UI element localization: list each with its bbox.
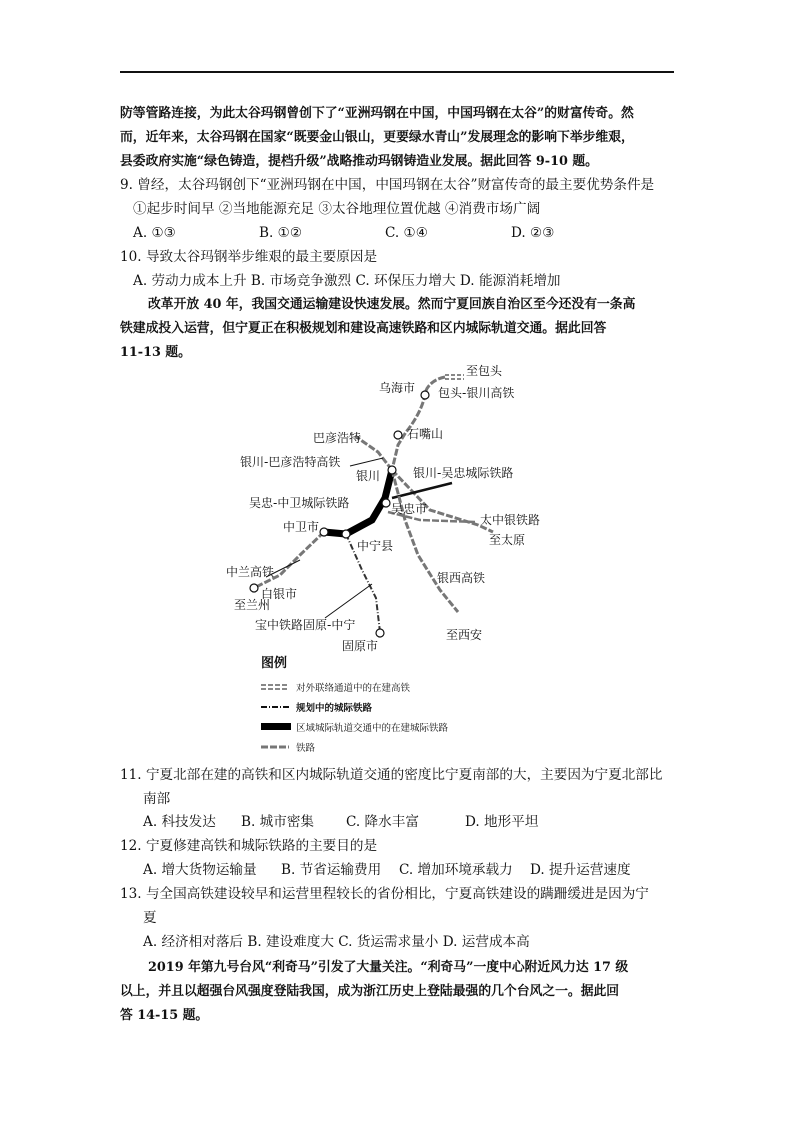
q9-stem: 9. 曾经，太谷玛钢创下“亚洲玛钢在中国，中国玛钢在太谷”财富传奇的最主要优势条件是 xyxy=(120,177,655,193)
label-taizhongyin: 太中银铁路 xyxy=(480,513,541,527)
passage3-line3: 答 14-15 题。 xyxy=(120,1008,209,1023)
yinxi-railway xyxy=(392,470,458,612)
q11-option-c: C. 降水丰富 xyxy=(346,814,419,830)
legend-item-3: 区域城际轨道交通中的在建城际铁路 xyxy=(296,723,449,734)
q11-stem-1: 11. 宁夏北部在建的高铁和区内城际轨道交通的密度比宁夏南部的大，主要因为宁夏北部比 xyxy=(120,767,663,783)
guyuan-station xyxy=(376,629,384,637)
label-yinchuan-wuzhong: 银川-吴忠城际铁路 xyxy=(413,466,514,480)
baiyin-station xyxy=(250,584,258,592)
q9-items: ①起步时间早 ②当地能源充足 ③太谷地理位置优越 ④消费市场广阔 xyxy=(133,201,541,217)
q9-option-d: D. ②③ xyxy=(511,225,555,241)
passage1-line1: 防等管路连接，为此太谷玛钢曾创下了“亚洲玛钢在中国，中国玛钢在太谷”的财富传奇。然 xyxy=(120,106,634,121)
passage3-line1: 2019 年第九号台风“利奇马”引发了大量关注。“利奇马”一度中心附近风力达 17 级 xyxy=(148,960,629,975)
passage2-line3: 11-13 题。 xyxy=(120,345,191,360)
label-to-taiyuan: 至太原 xyxy=(489,533,526,547)
passage2-line2: 铁建成投入运营，但宁夏正在积极规划和建设高速铁路和区内城际轨道交通。据此回答 xyxy=(120,321,607,336)
legend-item-2: 规划中的城际铁路 xyxy=(296,703,373,714)
q11-stem-2: 南部 xyxy=(143,791,171,807)
q13-stem-1: 13. 与全国高铁建设较早和运营里程较长的省份相比，宁夏高铁建设的蹒跚缓进是因为宁 xyxy=(120,886,649,902)
label-zhongwei: 中卫市 xyxy=(283,520,320,534)
q12-option-d: D. 提升运营速度 xyxy=(530,862,631,878)
q9-option-c: C. ①④ xyxy=(385,225,428,241)
zhongwei-station xyxy=(320,528,328,536)
yinchuan-bayanhaote-pointer xyxy=(350,458,383,466)
zhonglan-railway xyxy=(254,532,324,588)
label-to-baotou: 至包头 xyxy=(466,364,503,378)
passage1-line3: 县委政府实施“绿色铸造，提档升级”战略推动玛钢铸造业发展。据此回答 9-10 题。 xyxy=(120,154,598,169)
baotou-extension-line xyxy=(445,375,464,379)
legend-item-1: 对外联络通道中的在建高铁 xyxy=(296,683,411,694)
q9-option-b: B. ①② xyxy=(259,225,303,241)
passage3-line2: 以上，并且以超强台风强度登陆我国，成为浙江历史上登陆最强的几个台风之一。据此回 xyxy=(120,984,620,999)
wuzhong-station xyxy=(382,499,390,507)
label-wuzhong-zhongwei: 吴忠-中卫城际铁路 xyxy=(249,496,350,510)
passage2-line1: 改革开放 40 年，我国交通运输建设快速发展。然而宁夏回族自治区至今还没有一条高 xyxy=(148,297,636,312)
q13-stem-2: 夏 xyxy=(143,910,157,926)
label-bayanhaote: 巴彦浩特 xyxy=(313,431,362,445)
label-yinchuan-bayan: 银川-巴彦浩特高铁 xyxy=(240,455,341,469)
q12-stem: 12. 宁夏修建高铁和城际铁路的主要目的是 xyxy=(120,838,378,854)
label-wuhai: 乌海市 xyxy=(379,381,416,395)
q13-options: A. 经济相对落后 B. 建设难度大 C. 货运需求量小 D. 运营成本高 xyxy=(143,934,530,950)
shizuishan-station xyxy=(394,431,402,439)
label-to-xian: 至西安 xyxy=(446,628,483,642)
q12-option-c: C. 增加环境承载力 xyxy=(399,862,513,878)
label-baotou-yinchuan: 包头-银川高铁 xyxy=(438,386,515,400)
label-zhonglan: 中兰高铁 xyxy=(226,565,275,579)
q10-options: A. 劳动力成本上升 B. 市场竞争激烈 C. 环保压力增大 D. 能源消耗增加 xyxy=(133,273,561,289)
legend-title: 图例 xyxy=(261,656,288,671)
q11-option-a: A. 科技发达 xyxy=(143,814,216,830)
label-guyuan: 固原市 xyxy=(342,639,379,653)
wuhai-station xyxy=(421,391,429,399)
q9-option-a: A. ①③ xyxy=(133,225,176,241)
map-legend xyxy=(261,655,449,754)
q12-option-b: B. 节省运输费用 xyxy=(281,862,382,878)
baozhong-pointer xyxy=(325,584,372,618)
q11-option-d: D. 地形平坦 xyxy=(465,814,539,830)
yinchuan-wuzhong-line xyxy=(392,483,452,498)
passage1-line2: 而，近年来，太谷玛钢在国家“既要金山银山，更要绿水青山”发展理念的影响下举步维艰， xyxy=(120,130,634,145)
label-shizuishan: 石嘴山 xyxy=(407,427,444,441)
label-yinxi: 银西高铁 xyxy=(437,571,486,585)
label-baiyin: 白银市 xyxy=(261,587,298,601)
q10-stem: 10. 导致太谷玛钢举步维艰的最主要原因是 xyxy=(120,249,378,265)
label-baozhong: 宝中铁路固原-中宁 xyxy=(255,618,356,632)
label-wuzhong: 吴忠市 xyxy=(391,502,428,516)
yinchuan-station xyxy=(388,466,396,474)
zhongning-station xyxy=(342,530,350,538)
q12-option-a: A. 增大货物运输量 xyxy=(143,862,257,878)
label-yinchuan: 银川 xyxy=(356,469,381,483)
legend-item-4: 铁路 xyxy=(296,743,316,754)
q11-option-b: B. 城市密集 xyxy=(241,814,315,830)
label-zhongning: 中宁县 xyxy=(357,539,394,553)
label-to-lanzhou: 至兰州 xyxy=(234,598,271,612)
